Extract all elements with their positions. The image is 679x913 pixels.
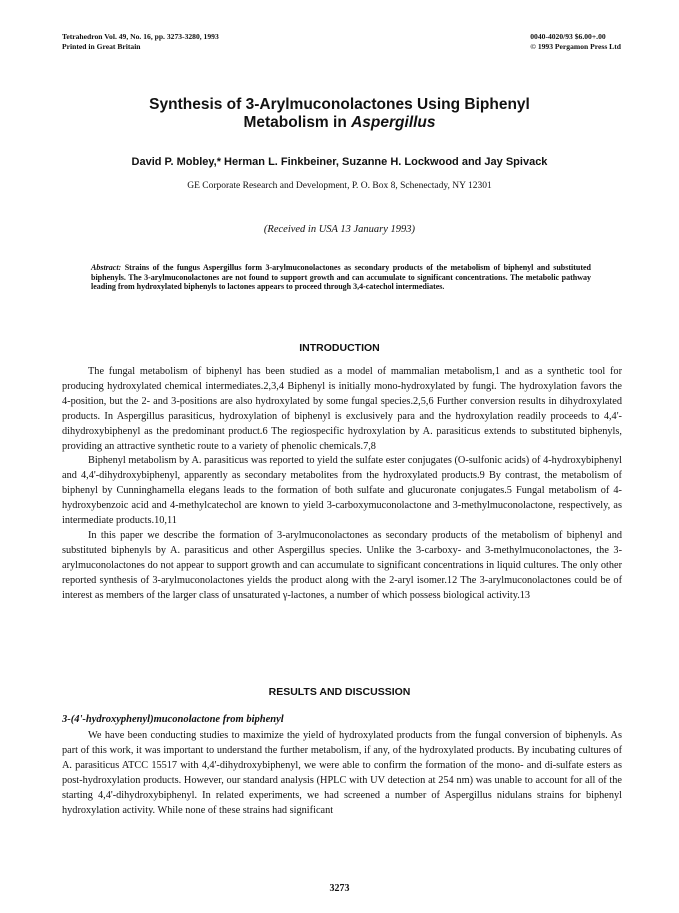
introduction-body <box>62 365 622 604</box>
results-heading: RESULTS AND DISCUSSION <box>268 686 411 698</box>
abstract <box>91 263 591 292</box>
copyright-header <box>530 32 621 51</box>
subsection-heading: 3-(4'-hydroxyphenyl)muconolactone from biphenyl <box>62 714 284 725</box>
results-body <box>62 729 622 818</box>
title-line-2 <box>0 114 679 132</box>
title-genus: Aspergillus <box>351 114 436 131</box>
journal-header <box>62 32 219 51</box>
intro-paragraph-2: Biphenyl metabolism by A. parasiticus was reported to yield the sulfate ester conjugates (O-sulfonic acids) of 4-hydroxybiphenyl and 4,4'-dihydroxybiphenyl, apparently as secondary metabolites from the hydroxylated products.9 By contrast, the metabolism of biphenyl by Cunninghamella elegans leads to the formation of both sulfate and glucuronate conjugates.5 Fungal metabolism of 4-hydroxybenzoic acid and 4-methylcatechol are known to yield 3-carboxymuconolactone and 3-methylmuconolactone, respectively, as intermediate products.10,11 <box>62 455 622 527</box>
journal-citation: Tetrahedron Vol. 49, No. 16, pp. 3273-3280, 1993 <box>62 32 219 41</box>
intro-paragraph-3: In this paper we describe the formation of 3-arylmuconolactones as secondary products of the metabolism of biphenyl and substituted biphenyls by A. parasiticus and other Aspergillus species. Unlike the 3-carboxy- and 3-methylmuconolactones, the 3-arylmuconolactones do not appear to support growth and can accumulate to significant concentrations in liquid cultures. The only other reported synthesis of 3-arylmuconolactones yields the product along with the 2-aryl isomer.12 The 3-arylmuconolactones could be of interest as members of the larger class of unsaturated γ-lactones, a number of which possess biological activity.13 <box>62 529 622 601</box>
results-paragraph-1: We have been conducting studies to maximize the yield of hydroxylated products from the fungal conversion of biphenyls. As part of this work, it was important to understand the further metabolism, if any, of the hydroxylated products. By incubating cultures of A. parasiticus ATCC 15517 with 4,4'-dihydroxybiphenyl, we were able to confirm the formation of the mono- and di-sulfate esters as post-hydroxylation products. However, our standard analysis (HPLC with UV detection at 254 nm) was unable to account for all of the starting 4,4'-dihydroxybiphenyl. In related experiments, we had screened a number of Aspergillus nidulans strains for biphenyl hydroxylation activity. While none of these strains had significant <box>62 730 622 816</box>
introduction-heading: INTRODUCTION <box>299 342 380 354</box>
issn-price: 0040-4020/93 $6.00+.00 <box>530 32 606 41</box>
title-line-2-prefix: Metabolism in <box>243 114 352 131</box>
intro-paragraph-1: The fungal metabolism of biphenyl has been studied as a model of mammalian metabolism,1 and as a synthetic tool for producing hydroxylated chemical intermediates.2,3,4 Biphenyl is initially mono-hydroxylated by fungi. The hydroxylation favors the 4-position, but the 2- and 3-positions are also hydroxylated by some fungal species.2,5,6 Further conversion results in dihydroxylated products. In Aspergillus parasiticus, hydroxylation of biphenyl is exclusively para and the hydroxylation readily proceeds to 4,4'-dihydroxybiphenyl as the predominant product.6 The regiospecific hydroxylation by A. parasiticus extends to substituted biphenyls, providing an attractive synthetic route to a variety of phenolic chemicals.7,8 <box>62 366 622 452</box>
received-date: (Received in USA 13 January 1993) <box>263 224 416 235</box>
abstract-label: Abstract: <box>91 263 122 272</box>
page-number: 3273 <box>329 883 350 894</box>
printed-in: Printed in Great Britain <box>62 41 141 51</box>
author-list: David P. Mobley,* Herman L. Finkbeiner, Suzanne H. Lockwood and Jay Spivack <box>131 156 548 168</box>
copyright-line: © 1993 Pergamon Press Ltd <box>530 41 621 51</box>
title-line-1: Synthesis of 3-Arylmuconolactones Using Biphenyl <box>149 96 530 113</box>
affiliation: GE Corporate Research and Development, P. O. Box 8, Schenectady, NY 12301 <box>187 181 492 191</box>
abstract-text: Strains of the fungus Aspergillus form 3-arylmuconolactones as secondary products of the metabolism of biphenyl and substituted biphenyls. The 3-arylmuconolactones are not found to support growth and can accumulate to significant concentrations. The metabolic pathway leading from hydroxylated biphenyls to lactones appears to proceed through 3,4-catechol intermediates. <box>91 263 592 292</box>
paper-title <box>0 96 679 132</box>
